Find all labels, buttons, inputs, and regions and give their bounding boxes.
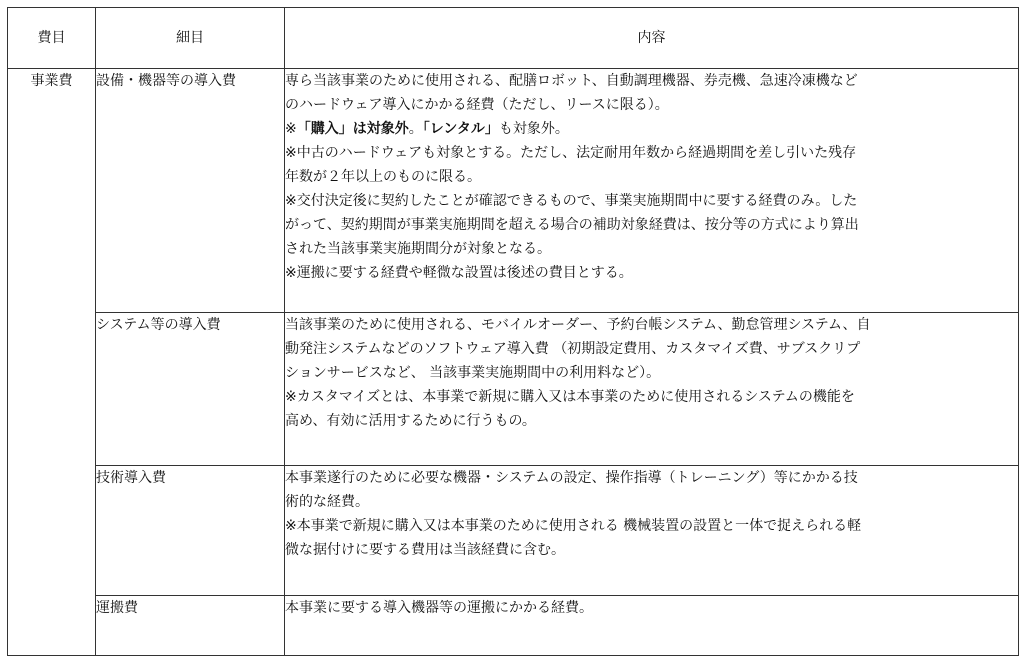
content-line: ※本事業で新規に購入又は本事業のために使用される 機械装置の設置と一体で捉えられる軽 [285, 518, 862, 534]
note-mark: ※ [285, 121, 297, 137]
content-line: ※中古のハードウェアも対象とする。ただし、法定耐用年数から経過期間を差し引いた残存 [285, 145, 857, 161]
category-cell: 事業費 [8, 69, 96, 656]
content-line: 本事業遂行のために必要な機器・システムの設定、操作指導（トレーニング）等にかかる技 [285, 470, 858, 486]
content-line: ※交付決定後に契約したことが確認できるもので、事業実施期間中に要する経費のみ。した [285, 193, 858, 209]
table-row [8, 596, 1019, 656]
emphasis-purchase: 「購入」は対象外 [296, 121, 409, 137]
content-line: がって、契約期間が事業実施期間を超える場合の補助対象経費は、按分等の方式により算出 [285, 217, 859, 233]
content-line: のハードウェア導入にかかる経費（ただし、リースに限る）。 [285, 97, 669, 113]
content-line: ※カスタマイズとは、本事業で新規に購入又は本事業のために使用されるシステムの機能を [285, 389, 855, 405]
subcategory-cell: 運搬費 [96, 596, 285, 656]
expense-table [7, 7, 1019, 656]
content-line-emphasis [285, 117, 1018, 141]
content-line: 専ら当該事業のために使用される、配膳ロボット、自動調理機器、券売機、急速冷凍機など [285, 73, 858, 89]
table-row [8, 466, 1019, 596]
content-line: ※運搬に要する経費や軽微な設置は後述の費目とする。 [285, 265, 633, 281]
header-category: 費目 [8, 8, 96, 69]
content-cell [285, 466, 1019, 596]
content-line: 動発注システムなどのソフトウェア導入費 （初期設定費用、カスタマイズ費、サブスクリプ [285, 341, 861, 357]
content-line: 年数が２年以上のものに限る。 [285, 169, 481, 185]
content-line: ションサービスなど、 当該事業実施期間中の利用料など）。 [285, 365, 661, 381]
emphasis-rental: 「レンタル」 [422, 121, 499, 137]
content-cell [285, 596, 1019, 656]
content-line: 本事業に要する導入機器等の運搬にかかる経費。 [285, 600, 593, 616]
header-content: 内容 [285, 8, 1019, 69]
table-row [8, 69, 1019, 313]
content-cell [285, 69, 1019, 313]
content-line: された当該事業実施期間分が対象となる。 [285, 241, 551, 257]
content-line: 高め、有効に活用するために行うもの。 [285, 413, 536, 429]
note-tail: も対象外。 [498, 121, 569, 137]
subcategory-cell: システム等の導入費 [96, 313, 285, 466]
header-row [8, 8, 1019, 69]
subcategory-cell: 技術導入費 [96, 466, 285, 596]
content-line: 当該事業のために使用される、モバイルオーダー、予約台帳システム、勤怠管理システム、自 [285, 317, 871, 333]
content-cell [285, 313, 1019, 466]
header-subcategory: 細目 [96, 8, 285, 69]
subcategory-cell: 設備・機器等の導入費 [96, 69, 285, 313]
table-row [8, 313, 1019, 466]
content-line: 術的な経費。 [285, 494, 369, 510]
content-line: 微な据付けに要する費用は当該経費に含む。 [285, 542, 565, 558]
note-period: 。 [408, 121, 423, 137]
